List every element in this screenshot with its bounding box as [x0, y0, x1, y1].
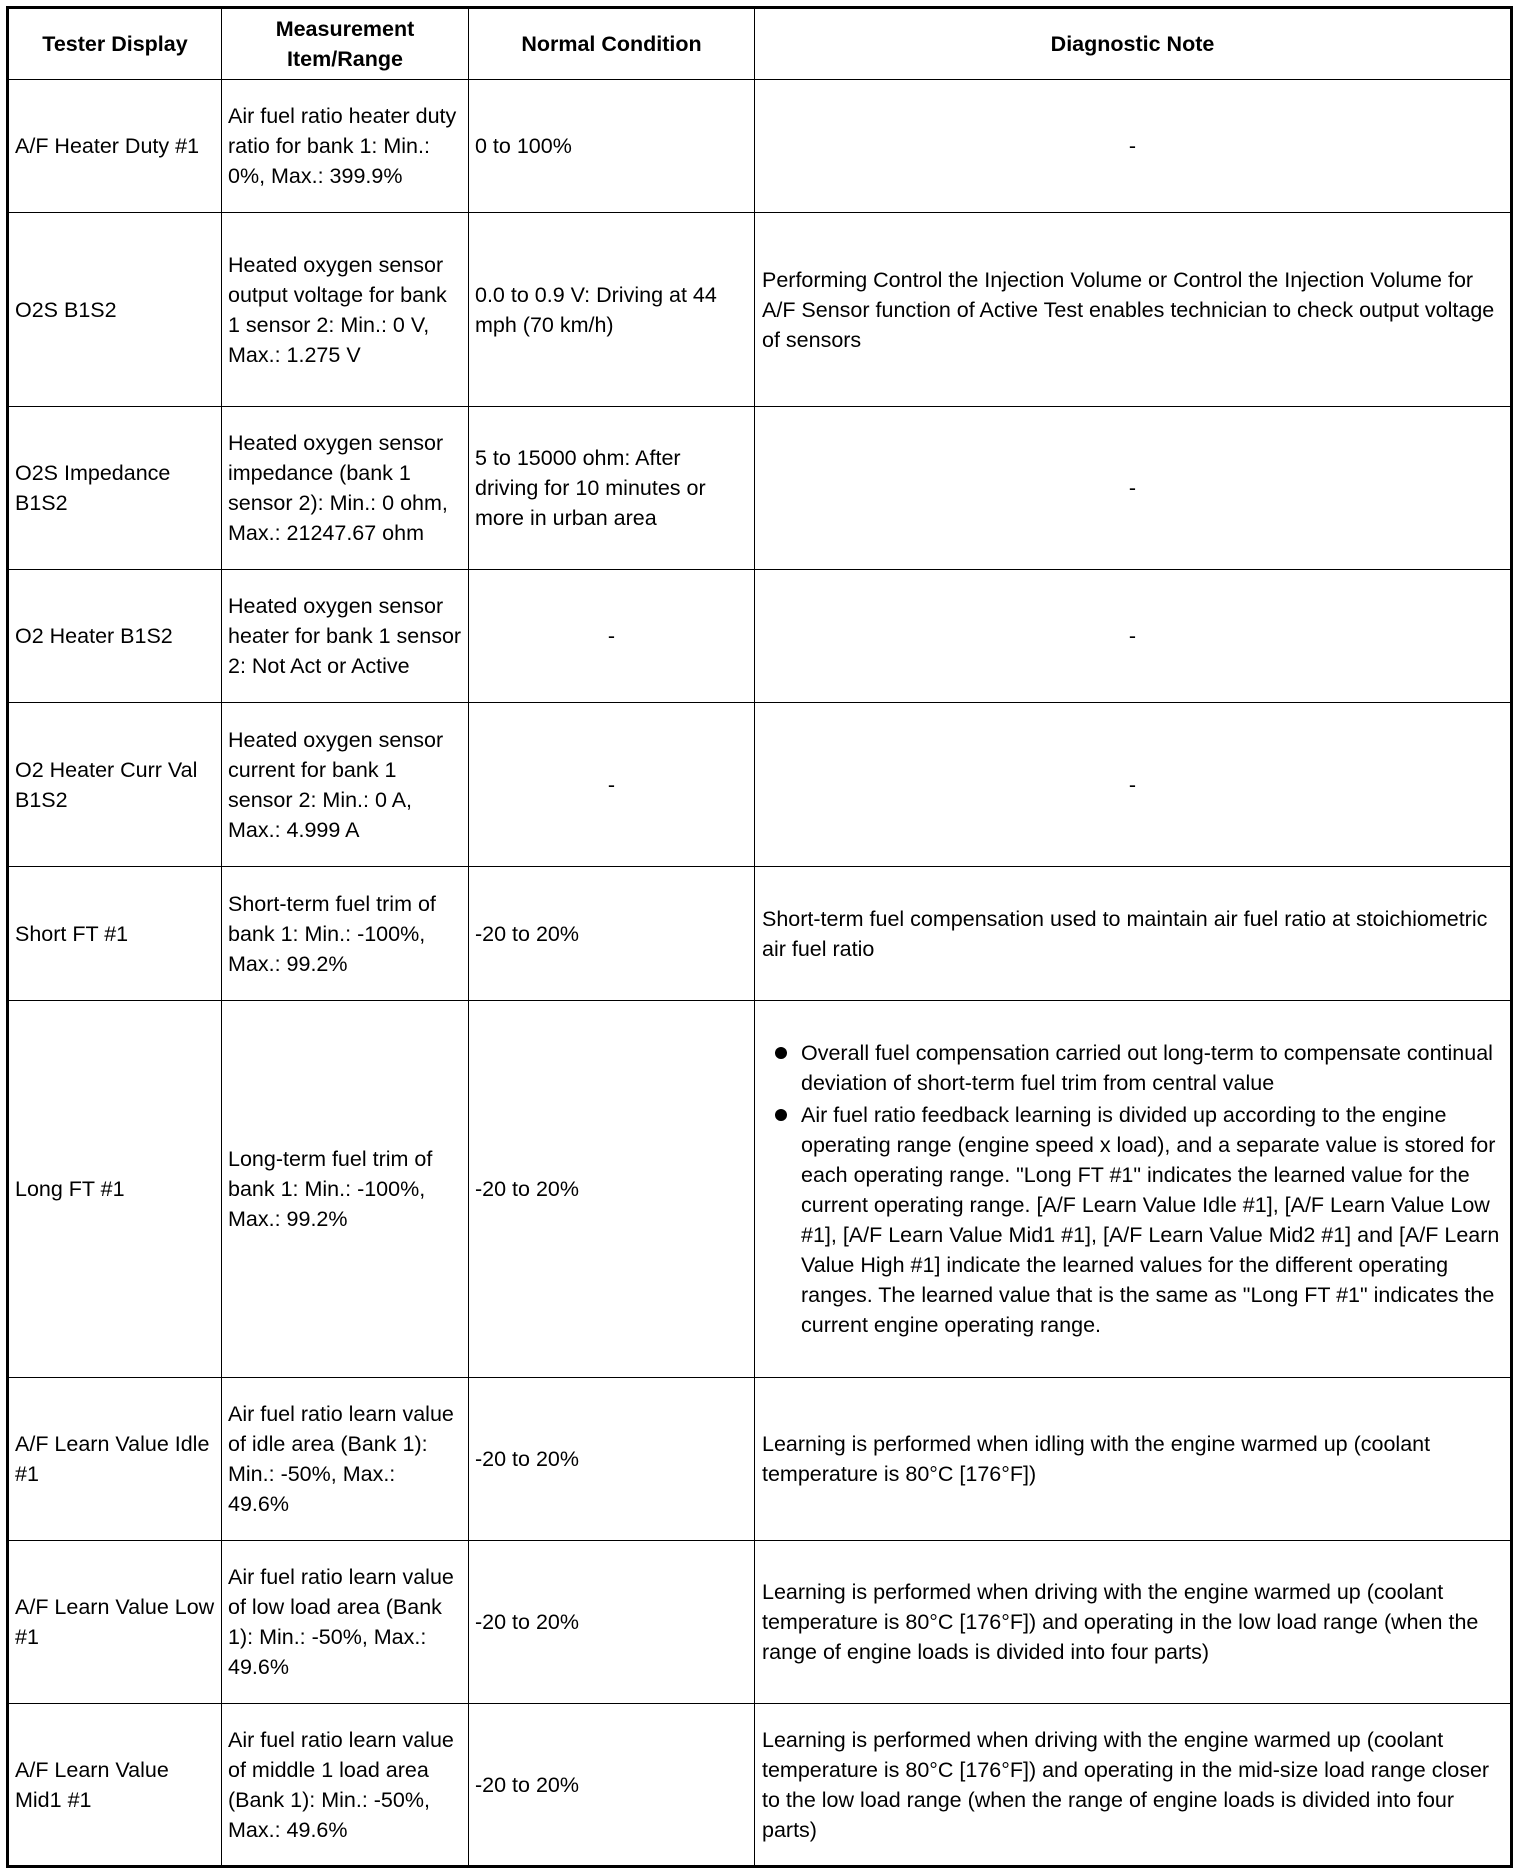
- bullet-icon: [775, 1109, 787, 1121]
- diagnostic-note-cell: -: [755, 407, 1512, 570]
- normal-condition-cell: -20 to 20%: [469, 1001, 755, 1378]
- table-row: [8, 1378, 1512, 1541]
- diagnostic-note-cell: Learning is performed when driving with the engine warmed up (coolant temperature is 80°C [176°F]) and operating in the mid-size load range closer to the low load range (when the range of engine loads is divided into four parts): [755, 1704, 1512, 1867]
- table-row: [8, 213, 1512, 407]
- diagnostic-note-cell: Performing Control the Injection Volume or Control the Injection Volume for A/F Sensor function of Active Test enables technician to check output voltage of sensors: [755, 213, 1512, 407]
- normal-condition-cell: 0.0 to 0.9 V: Driving at 44 mph (70 km/h): [469, 213, 755, 407]
- table-row: [8, 1704, 1512, 1867]
- header-normal-condition: Normal Condition: [469, 8, 755, 80]
- measurement-item-cell: Air fuel ratio learn value of low load area (Bank 1): Min.: -50%, Max.: 49.6%: [222, 1541, 469, 1704]
- measurement-item-cell: Heated oxygen sensor output voltage for bank 1 sensor 2: Min.: 0 V, Max.: 1.275 V: [222, 213, 469, 407]
- tester-display-cell: A/F Learn Value Low #1: [8, 1541, 222, 1704]
- tester-display-cell: O2 Heater B1S2: [8, 570, 222, 703]
- tester-display-cell: O2S B1S2: [8, 213, 222, 407]
- tester-display-cell: A/F Learn Value Idle #1: [8, 1378, 222, 1541]
- tester-display-cell: O2S Impedance B1S2: [8, 407, 222, 570]
- table-row: [8, 570, 1512, 703]
- measurement-item-cell: Short-term fuel trim of bank 1: Min.: -100%, Max.: 99.2%: [222, 867, 469, 1001]
- diagnostic-note-cell: -: [755, 80, 1512, 213]
- measurement-item-cell: Long-term fuel trim of bank 1: Min.: -100%, Max.: 99.2%: [222, 1001, 469, 1378]
- bullet-text: Overall fuel compensation carried out long-term to compensate continual deviation of short-term fuel trim from central value: [801, 1041, 1493, 1095]
- tester-display-cell: A/F Heater Duty #1: [8, 80, 222, 213]
- normal-condition-cell: 5 to 15000 ohm: After driving for 10 minutes or more in urban area: [469, 407, 755, 570]
- normal-condition-cell: -20 to 20%: [469, 1378, 755, 1541]
- header-measurement-item: Measurement Item/Range: [222, 8, 469, 80]
- table-row: [8, 407, 1512, 570]
- table-row: [8, 867, 1512, 1001]
- diagnostic-note-cell: Short-term fuel compensation used to maintain air fuel ratio at stoichiometric air fuel ratio: [755, 867, 1512, 1001]
- measurement-item-cell: Heated oxygen sensor heater for bank 1 sensor 2: Not Act or Active: [222, 570, 469, 703]
- normal-condition-cell: -: [469, 570, 755, 703]
- tester-display-cell: A/F Learn Value Mid1 #1: [8, 1704, 222, 1867]
- diagnostic-note-cell: -: [755, 570, 1512, 703]
- normal-condition-cell: -20 to 20%: [469, 867, 755, 1001]
- table-row: [8, 80, 1512, 213]
- diagnostic-note-cell: [755, 1001, 1512, 1378]
- header-diagnostic-note: Diagnostic Note: [755, 8, 1512, 80]
- normal-condition-cell: -20 to 20%: [469, 1541, 755, 1704]
- table-row: [8, 703, 1512, 867]
- list-item: [761, 1038, 1504, 1098]
- measurement-item-cell: Heated oxygen sensor current for bank 1 sensor 2: Min.: 0 A, Max.: 4.999 A: [222, 703, 469, 867]
- note-bullet-list: [761, 1038, 1504, 1340]
- normal-condition-cell: 0 to 100%: [469, 80, 755, 213]
- header-tester-display: Tester Display: [8, 8, 222, 80]
- tester-display-cell: Short FT #1: [8, 867, 222, 1001]
- tester-display-cell: Long FT #1: [8, 1001, 222, 1378]
- header-row: [8, 8, 1512, 80]
- table-row: [8, 1541, 1512, 1704]
- measurement-item-cell: Air fuel ratio learn value of middle 1 load area (Bank 1): Min.: -50%, Max.: 49.6%: [222, 1704, 469, 1867]
- diagnostic-note-cell: Learning is performed when idling with the engine warmed up (coolant temperature is 80°C [176°F]): [755, 1378, 1512, 1541]
- measurement-item-cell: Heated oxygen sensor impedance (bank 1 sensor 2): Min.: 0 ohm, Max.: 21247.67 ohm: [222, 407, 469, 570]
- data-list-table: [6, 6, 1513, 1868]
- normal-condition-cell: -: [469, 703, 755, 867]
- measurement-item-cell: Air fuel ratio learn value of idle area (Bank 1): Min.: -50%, Max.: 49.6%: [222, 1378, 469, 1541]
- document-page: [6, 6, 1510, 1868]
- diagnostic-note-cell: Learning is performed when driving with the engine warmed up (coolant temperature is 80°C [176°F]) and operating in the low load range (when the range of engine loads is divided into four parts): [755, 1541, 1512, 1704]
- bullet-text: Air fuel ratio feedback learning is divided up according to the engine operating range (engine speed x load), and a separate value is stored for each operating range. "Long FT #1" indicates the learned value for the current operating range. [A/F Learn Value Idle #1], [A/F Learn Value Low #1], [A/F Learn Value Mid1 #1], [A/F Learn Value Mid2 #1] and [A/F Learn Value High #1] indicate the learned values for the different operating ranges. The learned value that is the same as "Long FT #1" indicates the current engine operating range.: [801, 1103, 1500, 1337]
- table-row: [8, 1001, 1512, 1378]
- measurement-item-cell: Air fuel ratio heater duty ratio for bank 1: Min.: 0%, Max.: 399.9%: [222, 80, 469, 213]
- bullet-icon: [775, 1047, 787, 1059]
- diagnostic-note-cell: -: [755, 703, 1512, 867]
- tester-display-cell: O2 Heater Curr Val B1S2: [8, 703, 222, 867]
- list-item: [761, 1100, 1504, 1340]
- normal-condition-cell: -20 to 20%: [469, 1704, 755, 1867]
